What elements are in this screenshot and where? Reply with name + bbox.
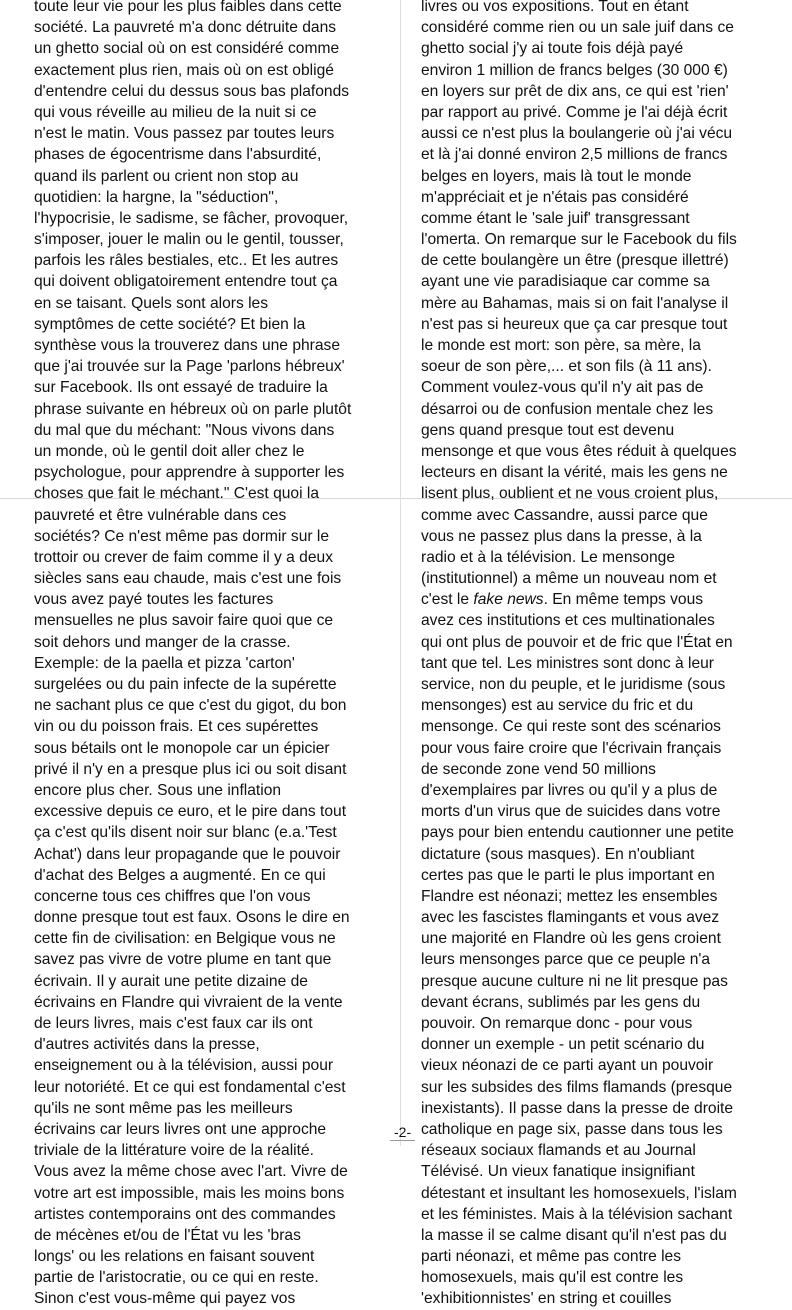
text-line: phases de égocentrisme dans l'absurdité, [34,146,322,164]
text-line: morts d'un virus que de suicides dans votre [421,803,721,821]
text-line: s'imposer, jouer le malin ou le gentil, tousser, [34,231,344,249]
text-line: société. La pauvreté m'a donc détruite dans [34,19,337,37]
text-line: parfois les râles bestiales, etc.. Et les autres [34,252,339,270]
text-line: lisent plus, oublient et ne vous croient plus, [421,485,719,503]
text-line: synthèse vous la trouverez dans une phrase [34,337,340,354]
text-line: n'est pas si heureux que ça car presque tout [421,315,728,333]
text-line: soeur de son père,... et son fils (à 11 ans). [421,358,712,376]
text-line: que j'ai trouvée sur la Page 'parlons hébreux' [34,358,345,376]
text-line: lecteurs en disant la vérité, mais les gens ne [421,464,728,482]
text-line: en loyers sur prêt de dix ans, ce qui est 'rien' [421,82,729,100]
text-line: longs' ou les relations en faisant souvent [34,1248,315,1266]
text-line: quotidien: la hargne, la "séduction", [34,188,279,206]
text-line: leurs mensonges parce que ce peuple n'a [421,951,711,969]
text-line: avec les fascistes flamingants et vous avez [421,909,720,927]
left-text-column [34,0,380,1310]
text-line: c'est le fake news. En même temps vous [421,591,704,609]
text-line: considéré comme rien ou un sale juif dans ce [421,19,734,37]
text-line: Vous avez la même chose avec l'art. Vivre de [34,1163,348,1181]
text-line: excessive depuis ce euro, et le pire dans tout [34,803,347,821]
text-line: et là j'ai donné environ 2,5 millions de francs [421,146,728,164]
text-line: vous avez payé toutes les factures [34,591,274,609]
text-line: une majorité en Flandre où les gens croient [421,930,721,948]
text-line: pays pour bien entendu cautionner une petite [421,824,734,842]
text-line: tant que tel. Les ministres sont donc à leur [421,654,714,672]
text-line: de mécènes et/ou de l'État vu les 'bras [34,1226,301,1244]
page-number: -2- [390,1124,415,1141]
text-line: du mal que du méchant: "Nous vivons dans [34,421,335,439]
text-line: Comment voulez-vous qu'il n'y ait pas de [421,379,704,397]
text-line: mère au Bahamas, mais si on fait l'analyse il [421,294,729,312]
text-line: environ 1 million de francs belges (30 000 €) [421,61,728,79]
text-line: l'hypocrisie, le sadisme, se fâcher, provoquer, [34,209,349,227]
text-line: écrivains car leurs livres ont une approche [34,1120,327,1138]
text-line: presque aucune culture ni ne lit presque pas [421,972,728,990]
text-line: un monde, où le gentil doit aller chez le [34,442,305,460]
text-line: un ghetto social où on est considéré comme [34,40,340,58]
text-line: désarroi ou de confusion mentale chez les [421,400,714,418]
text-line: d'exemplaires par livres ou qu'il y a plus de [421,781,718,799]
text-line: symptômes de cette société? Et bien la [34,315,306,333]
text-line: écrivain. Il y aurait une petite dizaine de [34,972,308,990]
text-line: partie de l'aristocratie, ou ce qui en reste. [34,1269,319,1287]
text-line: belges en loyers, mais là tout le monde [421,167,692,185]
text-line: sociétés? Ce n'est même pas dormir sur le [34,527,330,545]
text-line: n'est le matin. Vous passez par toutes leurs [34,125,335,143]
text-line: inexistants). Il passe dans la presse de droite [421,1099,734,1117]
text-line: comme étant le 'sale juif' transgressant [421,209,690,227]
text-line: exactement plus rien, mais où on est obligé [34,61,334,79]
text-line: concerne tous ces chiffres que l'on vous [34,887,311,905]
text-line: dictature (sous masques). En n'oubliant [421,845,695,863]
text-line: de seconde zone vend 50 millions [421,760,656,778]
text-line: phrase suivante en hébreux où on parle plutôt [34,400,352,418]
right-text-column [421,0,773,1310]
text-line: mensonge et que vous êtes réduit à quelques [421,442,737,460]
text-line: ghetto social j'y ai toute fois déjà payé [421,40,684,58]
text-line: Sinon c'est vous-même qui payez vos [34,1290,296,1308]
text-line: artistes contemporains ont des commandes [34,1205,336,1223]
text-line: aussi ce n'est plus la boulangerie où j'ai vécu [421,125,733,143]
text-line: réseaux sociaux flamands et au Journal [421,1142,696,1160]
scan-center-line [400,0,401,1146]
text-line: donne presque tout est faux. Osons le dire en [34,909,350,927]
text-line: certes pas que le parti le plus important en [421,866,715,884]
text-line: pour vous faire croire que l'écrivain français [421,739,722,757]
text-line: parti néonazi, et même pas contre les [421,1248,682,1266]
text-line: soit dehors und manger de la crasse. [34,633,291,651]
text-line: votre art est impossible, mais les moins bons [34,1184,345,1202]
text-line: ne sachant plus ce que c'est du gigot, du bon [34,697,347,715]
text-line: service, non du peuple, et le juridisme (sous [421,676,726,693]
text-line: leur notoriété. Et ce qui est fondamental c'est [34,1078,346,1096]
text-line: quand ils parlent ou crient non stop au [34,167,299,185]
text-line: détestant et insultant les homosexuels, l'islam [421,1184,737,1202]
text-line: qu'ils ne sont même pas les meilleurs [34,1099,293,1117]
text-line: vous ne passez plus dans la presse, à la [421,527,702,545]
text-line: comme avec Cassandre, aussi parce que [421,506,708,524]
text-line: Télévisé. Un vieux fanatique insignifiant [421,1163,695,1181]
text-line: pauvreté et être vulnérable dans ces [34,506,287,524]
text-line: avez ces institutions et ces multinationales [421,612,715,630]
text-line: sous bétails ont le monopole car un épicier [34,739,330,757]
text-line: siècles sans eau chaude, mais c'est une fois [34,570,342,588]
text-line: de cette boulangère un être (presque illettré) [421,252,729,270]
text-line: d'achat des Belges a augmenté. En ce qui [34,866,326,884]
text-line: mensuelles ne plus savoir faire quoi que ce [34,612,334,630]
text-line: encore plus cher. Sous une inflation [34,781,282,799]
text-line: le monde est mort: son père, sa mère, la [421,337,701,354]
text-line: vieux néonazi de ce parti ayant un pouvoir [421,1057,714,1075]
text-line: par rapport au privé. Comme je l'ai déjà écrit [421,103,728,121]
text-line: cette fin de civilisation: en Belgique vous ne [34,930,336,948]
text-line: choses que fait le méchant." C'est quoi la [34,485,320,503]
text-line: d'autres activités dans la presse, [34,1036,260,1054]
text-line: radio et à la télévision. Le mensonge [421,548,675,566]
text-line: d'entendre celui du dessus sous bas plafonds [34,82,350,100]
text-line: Flandre est néonazi; mettez les ensembles [421,887,718,905]
text-line: ça c'est qu'ils disent noir sur blanc (e.a.'Test [34,824,337,842]
text-line: qui doivent obligatoirement entendre tout ça [34,273,338,291]
text-line: ayant une vie paradisiaque car comme sa [421,273,710,291]
text-line: psychologue, pour apprendre à supporter les [34,464,345,482]
text-line: livres ou vos expositions. Tout en étant [421,0,689,15]
text-line: mensonge. Ce qui reste sont des scénarios [421,718,721,736]
text-line: donner un exemple - un petit scénario du [421,1036,705,1054]
text-line: qui vous réveille au milieu de la nuit si ce [34,103,317,121]
text-line: 'exhibitionnistes' en string et couilles [421,1290,672,1308]
text-line: (institutionnel) a même un nouveau nom et [421,570,717,588]
text-line: Exemple: de la paella et pizza 'carton' [34,654,295,672]
text-line: de leurs livres, mais c'est faux car ils ont [34,1015,313,1032]
text-line: trottoir ou crever de faim comme il y a deux [34,548,333,566]
text-line: privé il n'y en a presque plus ici ou soit disant [34,760,347,778]
text-line: qui ont plus de pouvoir et de fric que l'État en [421,633,733,651]
text-line: Achat') dans leur propagande que le pouvoir [34,845,341,863]
text-line: vin ou du poisson frais. Et ces supérettes [34,718,319,736]
text-line: écrivains en Flandre qui vivraient de la vente [34,993,343,1011]
text-line: l'omerta. On remarque sur le Facebook du fils [421,231,737,249]
text-line: homosexuels, mais qu'il est contre les [421,1269,684,1287]
text-line: sur Facebook. Ils ont essayé de traduire la [34,379,328,397]
text-line: la masse il se calme disant qu'il n'est pas du [421,1226,727,1244]
text-line: pouvoir. On remarque donc - pour vous [421,1015,693,1032]
text-line: savez pas vivre de votre plume en tant que [34,951,332,969]
text-line: devant écrans, sublimés par les gens du [421,993,701,1011]
text-line: m'appréciait et je n'étais pas considéré [421,188,689,206]
text-line: et les féministes. Mais à la télévision sachant [421,1205,733,1223]
text-line: sur les subsides des films flamands (presque [421,1078,733,1096]
text-line: surgelées ou du pain infecte de la supérette [34,676,337,693]
text-line: gens quand presque tout est devenu [421,421,675,439]
text-line: enseignement ou à la télévision, aussi pour [34,1057,334,1075]
text-line: en se taisant. Quels sont alors les [34,294,269,312]
text-line: triviale de la littérature voire de la réalité. [34,1142,314,1160]
text-line: mensonges) est au service du fric et du [421,697,694,715]
text-line: catholique en page six, passe dans tous les [421,1120,723,1138]
text-line: toute leur vie pour les plus faibles dans cette [34,0,342,15]
